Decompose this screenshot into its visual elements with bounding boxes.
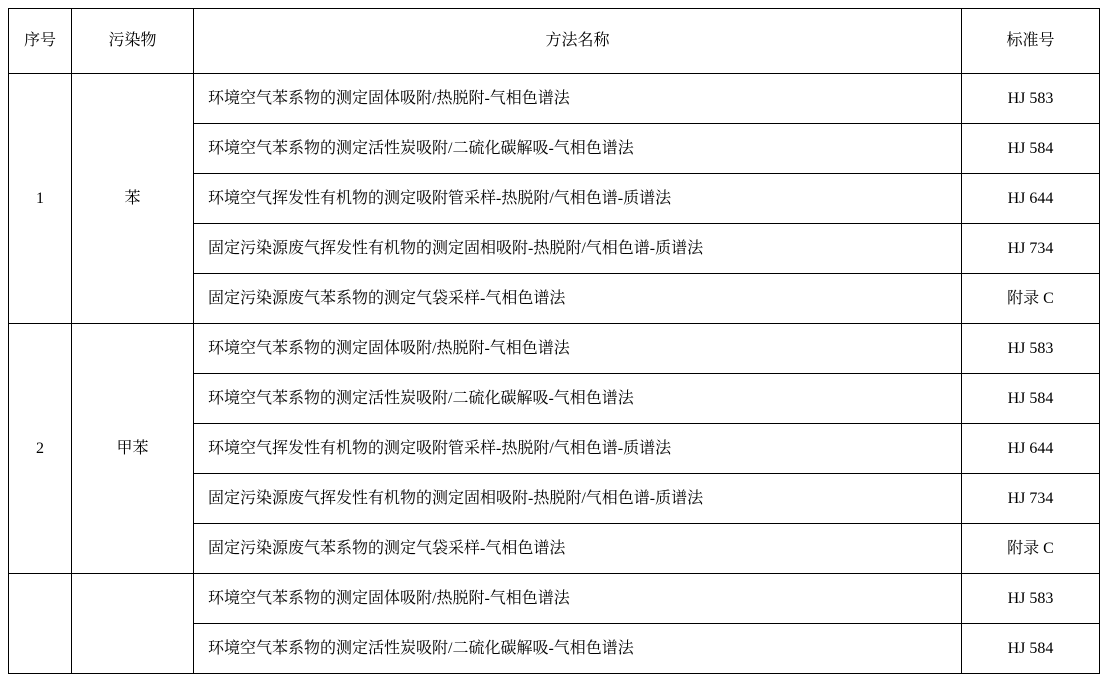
cell-pollutant <box>72 574 194 674</box>
column-header-pollutant: 污染物 <box>72 9 194 74</box>
cell-method: 环境空气苯系物的测定固体吸附/热脱附-气相色谱法 <box>194 74 962 124</box>
cell-no: 1 <box>9 74 72 324</box>
cell-pollutant: 甲苯 <box>72 324 194 574</box>
cell-no: 2 <box>9 324 72 574</box>
column-header-no: 序号 <box>9 9 72 74</box>
cell-method: 环境空气苯系物的测定活性炭吸附/二硫化碳解吸-气相色谱法 <box>194 374 962 424</box>
table-row <box>9 74 1100 124</box>
cell-method: 环境空气挥发性有机物的测定吸附管采样-热脱附/气相色谱-质谱法 <box>194 174 962 224</box>
cell-method: 固定污染源废气苯系物的测定气袋采样-气相色谱法 <box>194 524 962 574</box>
column-header-standard: 标准号 <box>962 9 1100 74</box>
table-body <box>9 74 1100 674</box>
column-header-method: 方法名称 <box>194 9 962 74</box>
table-row <box>9 574 1100 624</box>
cell-standard: HJ 583 <box>962 574 1100 624</box>
cell-standard: HJ 583 <box>962 324 1100 374</box>
cell-standard: 附录 C <box>962 274 1100 324</box>
cell-standard: HJ 584 <box>962 124 1100 174</box>
cell-method: 环境空气苯系物的测定活性炭吸附/二硫化碳解吸-气相色谱法 <box>194 124 962 174</box>
cell-standard: HJ 644 <box>962 424 1100 474</box>
cell-method: 环境空气苯系物的测定固体吸附/热脱附-气相色谱法 <box>194 324 962 374</box>
table-row <box>9 324 1100 374</box>
cell-method: 固定污染源废气挥发性有机物的测定固相吸附-热脱附/气相色谱-质谱法 <box>194 474 962 524</box>
cell-standard: 附录 C <box>962 524 1100 574</box>
cell-pollutant: 苯 <box>72 74 194 324</box>
cell-standard: HJ 734 <box>962 224 1100 274</box>
cell-method: 环境空气苯系物的测定固体吸附/热脱附-气相色谱法 <box>194 574 962 624</box>
cell-standard: HJ 734 <box>962 474 1100 524</box>
cell-standard: HJ 584 <box>962 624 1100 674</box>
cell-method: 固定污染源废气苯系物的测定气袋采样-气相色谱法 <box>194 274 962 324</box>
table-header <box>9 9 1100 74</box>
methods-table <box>8 8 1100 674</box>
cell-no <box>9 574 72 674</box>
cell-method: 固定污染源废气挥发性有机物的测定固相吸附-热脱附/气相色谱-质谱法 <box>194 224 962 274</box>
cell-standard: HJ 644 <box>962 174 1100 224</box>
cell-standard: HJ 584 <box>962 374 1100 424</box>
cell-method: 环境空气苯系物的测定活性炭吸附/二硫化碳解吸-气相色谱法 <box>194 624 962 674</box>
cell-method: 环境空气挥发性有机物的测定吸附管采样-热脱附/气相色谱-质谱法 <box>194 424 962 474</box>
table-header-row <box>9 9 1100 74</box>
cell-standard: HJ 583 <box>962 74 1100 124</box>
